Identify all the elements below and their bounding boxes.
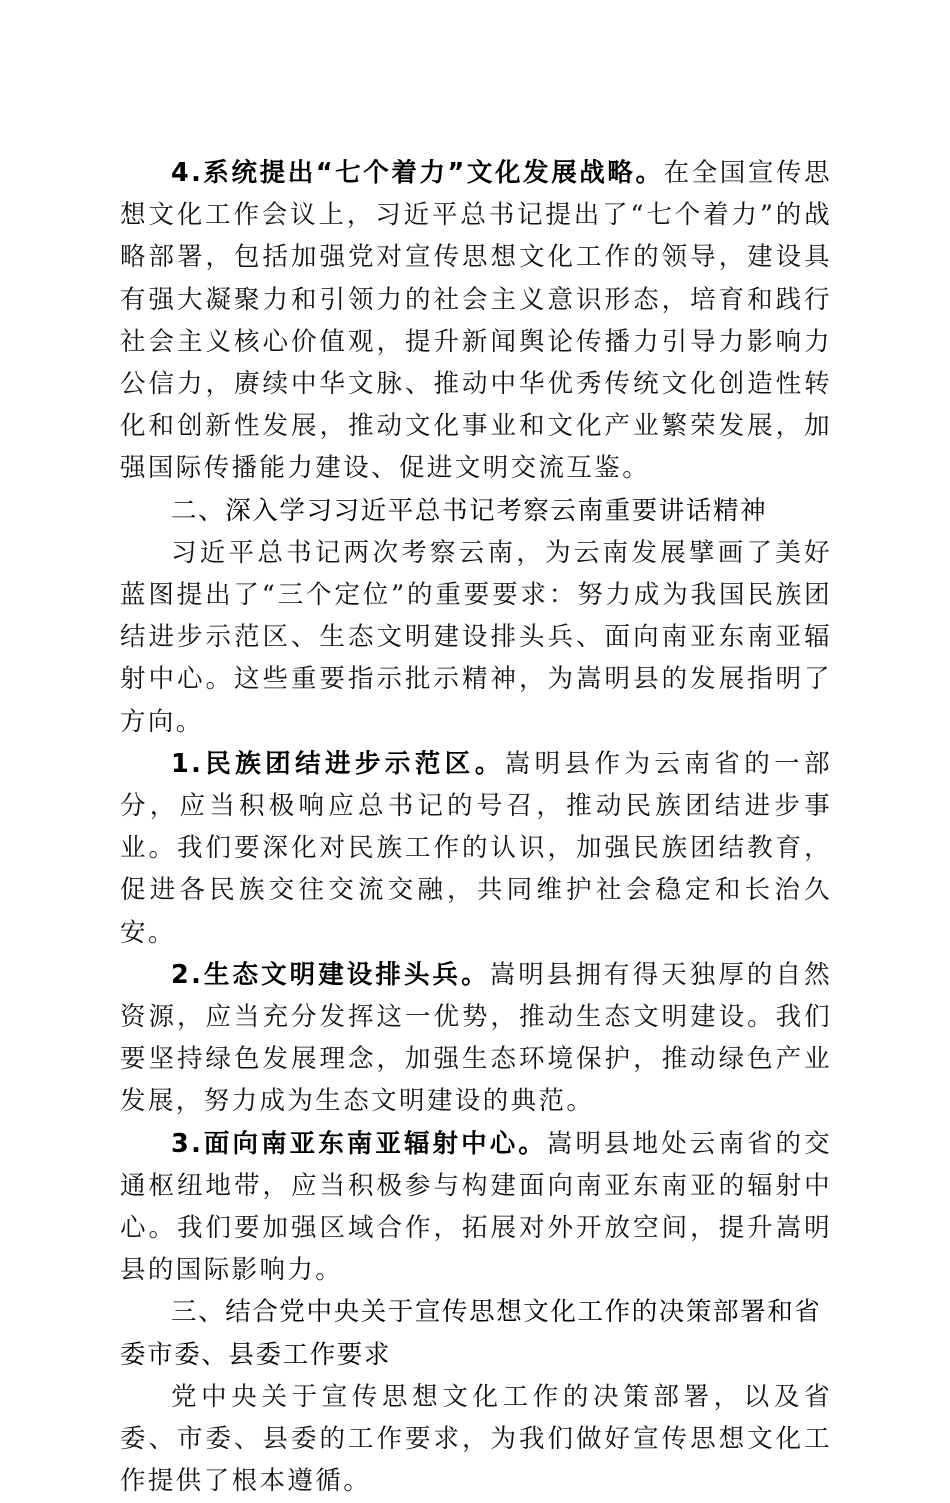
- paragraph-text: 嵩明县地处云南省的交通枢纽地带，应当积极参与构建面向南亚东南亚的辐射中心。我们要加强区域合作，拓展对外开放空间，提升嵩明县的国际影响力。: [120, 1128, 832, 1286]
- paragraph-radiation-center: [120, 1123, 832, 1292]
- paragraph-text: 在全国宣传思想文化工作会议上，习近平总书记提出了“七个着力”的战略部署，包括加强党对宣传思想文化工作的领导，建设具有强大凝聚力和引领力的社会主义意识形态，培育和践行社会主义核心价值观，提升新闻舆论传播力引导力影响力公信力，赓续中华文脉、推动中华优秀传统文化创造性转化和创新性发展，推动文化事业和文化产业繁荣发展，加强国际传播能力建设、促进文明交流互鉴。: [120, 158, 832, 484]
- paragraph-text: 嵩明县作为云南省的一部分，应当积极响应总书记的号召，推动民族团结进步事业。我们要深化对民族工作的认识，加强民族团结教育，促进各民族交往交流交融，共同维护社会稳定和长治久安。: [120, 748, 832, 948]
- paragraph-ethnic-unity: [120, 743, 832, 954]
- document-body: [120, 152, 832, 1503]
- paragraph-text: 党中央关于宣传思想文化工作的决策部署，以及省委、市委、县委的工作要求，为我们做好宣传思想文化工作提供了根本遵循。: [120, 1381, 832, 1497]
- section-heading-three: 三、结合党中央关于宣传思想文化工作的决策部署和省委市委、县委工作要求: [120, 1297, 822, 1370]
- paragraph-text: 习近平总书记两次考察云南，为云南发展擘画了美好蓝图提出了“三个定位”的重要要求：努力成为我国民族团结进步示范区、生态文明建设排头兵、面向南亚东南亚辐射中心。这些重要指示批示精神，为嵩明县的发展指明了方向。: [120, 537, 832, 737]
- paragraph-three-positions: [120, 532, 832, 743]
- section-heading-two: 二、深入学习习近平总书记考察云南重要讲话精神: [171, 495, 768, 526]
- paragraph-seven-focuses: [120, 152, 832, 490]
- paragraph-lead: 4.系统提出“七个着力”文化发展战略。: [171, 158, 664, 188]
- paragraph-central-decisions: [120, 1376, 832, 1503]
- paragraph-lead: 1.民族团结进步示范区。: [171, 748, 505, 779]
- paragraph-ecological-civilization: [120, 954, 832, 1123]
- paragraph-text: 嵩明县拥有得天独厚的自然资源，应当充分发挥这一优势，推动生态文明建设。我们要坚持绿色发展理念，加强生态环境保护，推动绿色产业发展，努力成为生态文明建设的典范。: [120, 959, 832, 1117]
- paragraph-lead: 2.生态文明建设排头兵。: [171, 959, 490, 990]
- paragraph-lead: 3.面向南亚东南亚辐射中心。: [171, 1128, 547, 1159]
